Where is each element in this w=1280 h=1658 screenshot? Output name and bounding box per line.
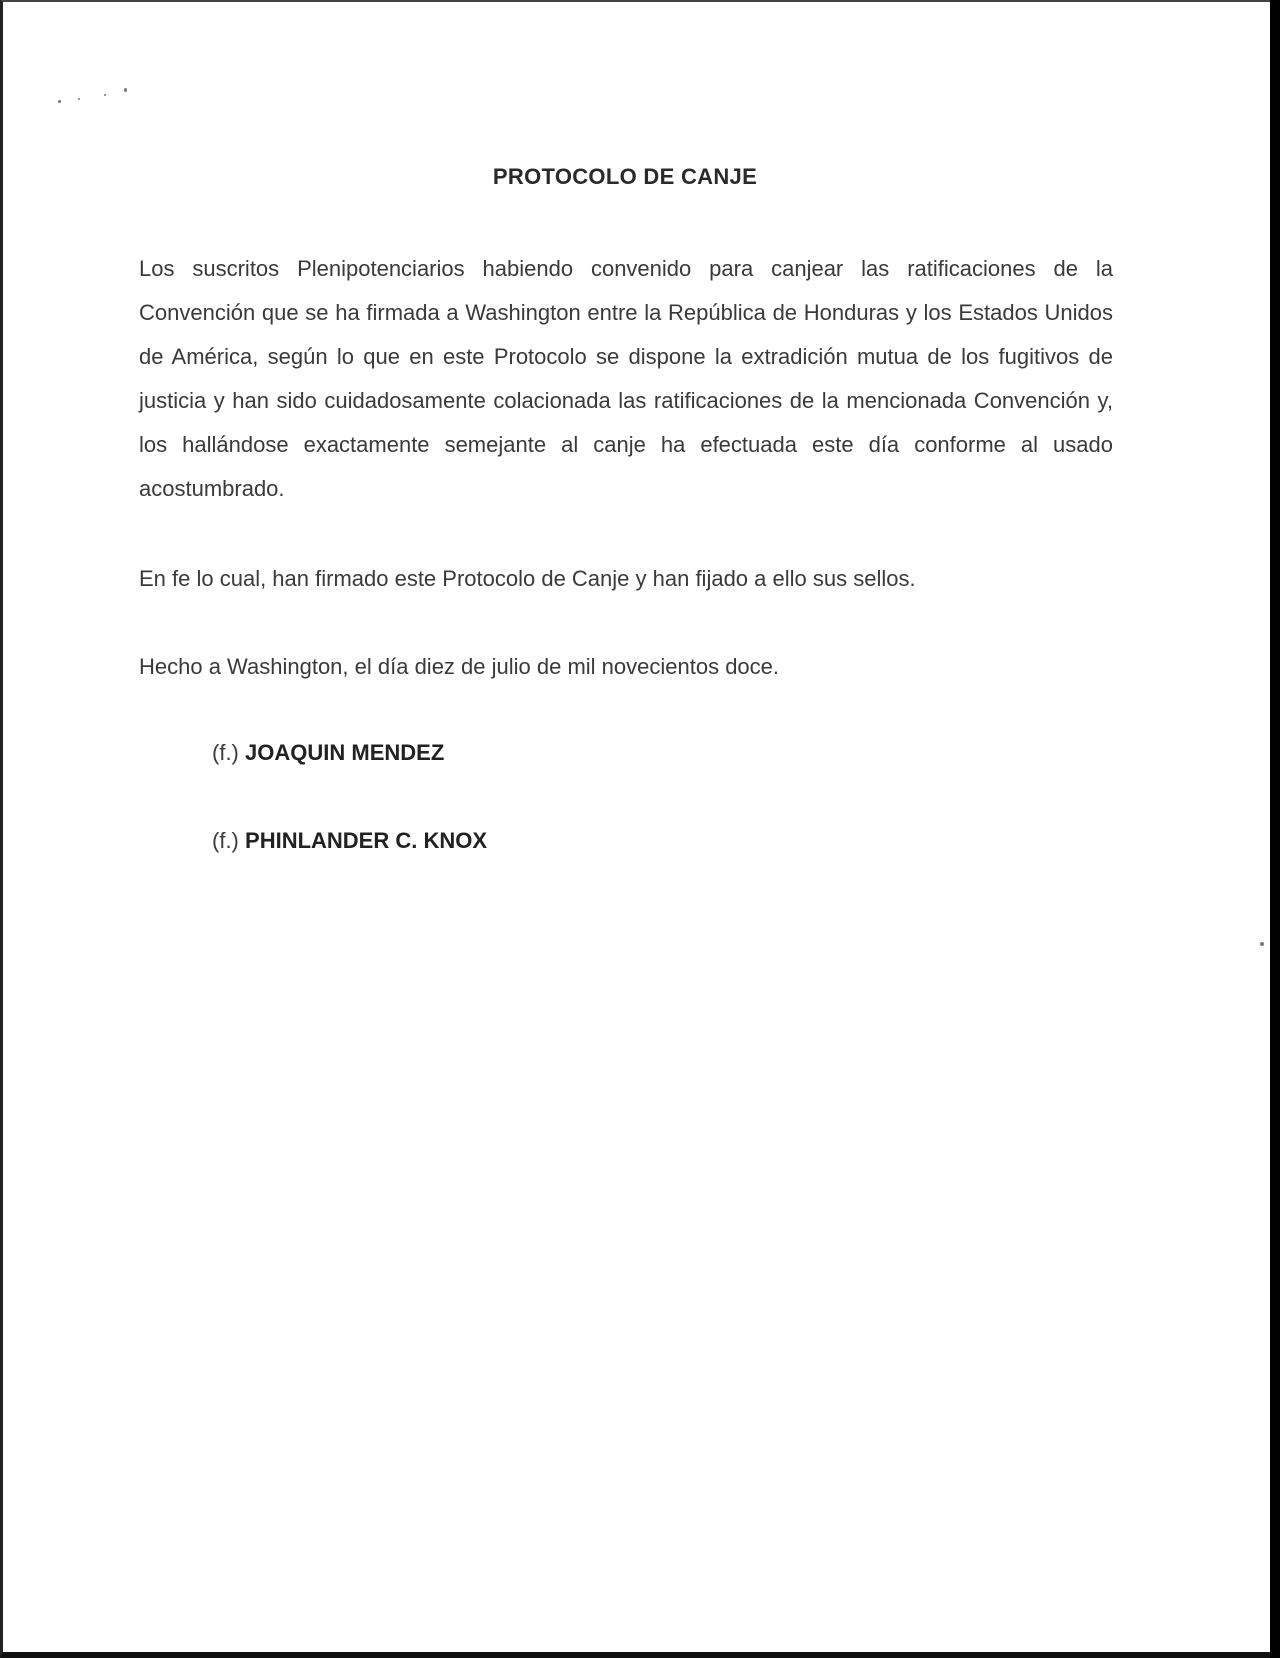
signature-line-mendez — [212, 740, 444, 766]
scan-speck — [124, 88, 127, 92]
signatory-name: PHINLANDER C. KNOX — [245, 828, 488, 853]
scan-speck — [1260, 942, 1264, 946]
scan-speck — [78, 98, 80, 100]
scan-speck — [104, 94, 106, 96]
signature-prefix: (f.) — [212, 828, 239, 853]
paragraph-main: Los suscritos Plenipotenciarios habiendo convenido para canjear las ratificaciones de la Convención que se ha firmada a Washington entre la República de Honduras y los Estados Unidos de América, según lo que en este Protocolo se dispone la extradición mutua de los fugitivos de justicia y han sido cuidadosamente colacionada las ratificaciones de la mencionada Convención y, los hallándose exactamente semejante al canje ha efectuada este día conforme al usado acostumbrado. — [139, 256, 1113, 501]
scan-edge-shadow — [1270, 0, 1280, 1658]
scan-speck — [58, 100, 61, 103]
signature-line-knox — [212, 828, 487, 854]
signature-prefix: (f.) — [212, 740, 239, 765]
paragraph-date: Hecho a Washington, el día diez de julio de mil novecientos doce. — [139, 654, 780, 679]
document-title: PROTOCOLO DE CANJE — [492, 164, 758, 189]
signatory-name: JOAQUIN MENDEZ — [245, 740, 445, 765]
paragraph-signing: En fe lo cual, han firmado este Protocolo de Canje y han fijado a ello sus sellos. — [139, 566, 916, 591]
